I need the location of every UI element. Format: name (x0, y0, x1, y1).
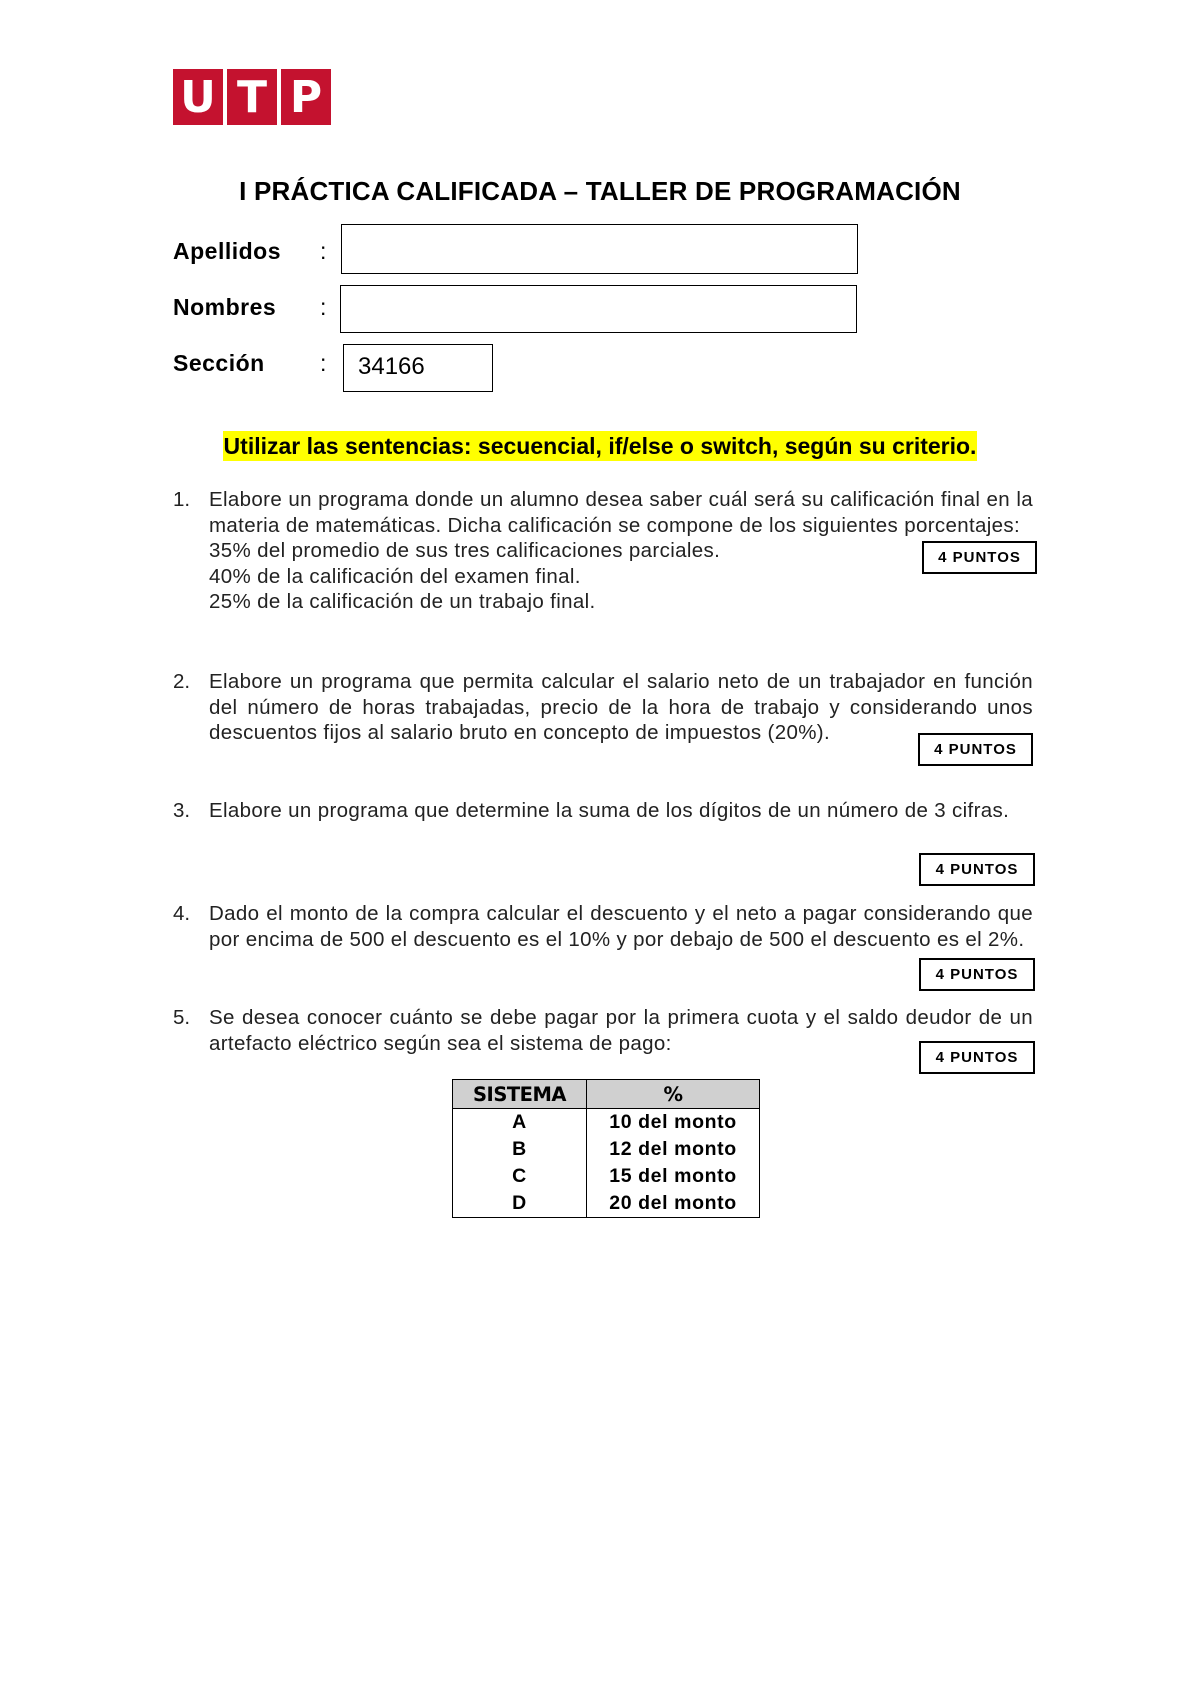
question-text: Se desea conocer cuánto se debe pagar por la primera cuota y el saldo deudor de un artefacto eléctrico según sea el sistema de pago: (209, 1006, 1033, 1055)
question-text: Elabore un programa que permita calcular el salario neto de un trabajador en función del número de horas trabajadas, precio de la hora de trabajo y considerando unos descuentos fijos al salario bruto en concepto de impuestos (20%). (209, 670, 1033, 744)
table-cell-percent: 10 del monto (587, 1109, 760, 1137)
page-title: I PRÁCTICA CALIFICADA – TALLER DE PROGRAMACIÓN (239, 176, 961, 206)
question-text: Elabore un programa que determine la suma de los dígitos de un número de 3 cifras. (209, 799, 1010, 822)
logo-letter-u: U (173, 69, 223, 125)
seccion-label: Sección (173, 350, 265, 376)
logo-letter-t: T (227, 69, 277, 125)
question-text: Dado el monto de la compra calcular el descuento y el neto a pagar considerando que por encima de 500 el descuento es el 10% y por debajo de 500 el descuento es el 2%. (209, 902, 1033, 951)
points-badge-1: 4 PUNTOS (922, 541, 1037, 574)
table-header-sistema: SISTEMA (453, 1080, 587, 1109)
table-cell-sistema: D (453, 1190, 587, 1218)
question-3 (173, 798, 1033, 824)
nombres-field[interactable] (340, 285, 857, 333)
table-cell-percent: 12 del monto (587, 1136, 760, 1163)
apellidos-colon: : (320, 238, 327, 264)
question-1 (173, 487, 1033, 615)
seccion-value: 34166 (358, 353, 425, 380)
nombres-label: Nombres (173, 294, 277, 320)
seccion-colon: : (320, 350, 327, 376)
question-5 (173, 1005, 1033, 1056)
question-line: 40% de la calificación del examen final. (209, 564, 581, 588)
apellidos-value (342, 225, 857, 233)
question-2 (173, 669, 1033, 746)
apellidos-label: Apellidos (173, 238, 282, 264)
table-cell-sistema: C (453, 1163, 587, 1190)
table-row (453, 1109, 760, 1137)
table-header-percent: % (587, 1080, 760, 1109)
nombres-colon: : (320, 294, 327, 320)
utp-logo (173, 69, 331, 125)
logo-letter-p: P (281, 69, 331, 125)
points-badge-5: 4 PUNTOS (919, 1041, 1035, 1074)
points-badge-2: 4 PUNTOS (918, 733, 1033, 766)
table-row (453, 1136, 760, 1163)
question-number: 5. (173, 1006, 191, 1029)
nombres-value (341, 286, 856, 294)
question-number: 3. (173, 799, 191, 822)
table-header-row (453, 1080, 760, 1109)
table-cell-sistema: A (453, 1109, 587, 1137)
table-row (453, 1190, 760, 1218)
payment-system-table (452, 1079, 760, 1218)
question-number: 2. (173, 670, 191, 693)
instruction-banner (0, 433, 1200, 460)
table-cell-sistema: B (453, 1136, 587, 1163)
seccion-field[interactable] (343, 344, 493, 392)
table-cell-percent: 20 del monto (587, 1190, 760, 1218)
instruction-text: Utilizar las sentencias: secuencial, if/else o switch, según su criterio. (223, 433, 977, 459)
question-line: 25% de la calificación de un trabajo final. (209, 590, 596, 613)
question-line: 35% del promedio de sus tres calificaciones parciales. (209, 539, 721, 562)
points-badge-3: 4 PUNTOS (919, 853, 1035, 886)
question-number: 4. (173, 902, 191, 925)
question-text: Elabore un programa donde un alumno desea saber cuál será su calificación final en la materia de matemáticas. Dicha calificación se compone de los siguientes porcentajes: (209, 488, 1033, 537)
question-4 (173, 901, 1033, 952)
points-badge-4: 4 PUNTOS (919, 958, 1035, 991)
apellidos-field[interactable] (341, 224, 858, 274)
table-cell-percent: 15 del monto (587, 1163, 760, 1190)
question-number: 1. (173, 488, 191, 511)
table-row (453, 1163, 760, 1190)
